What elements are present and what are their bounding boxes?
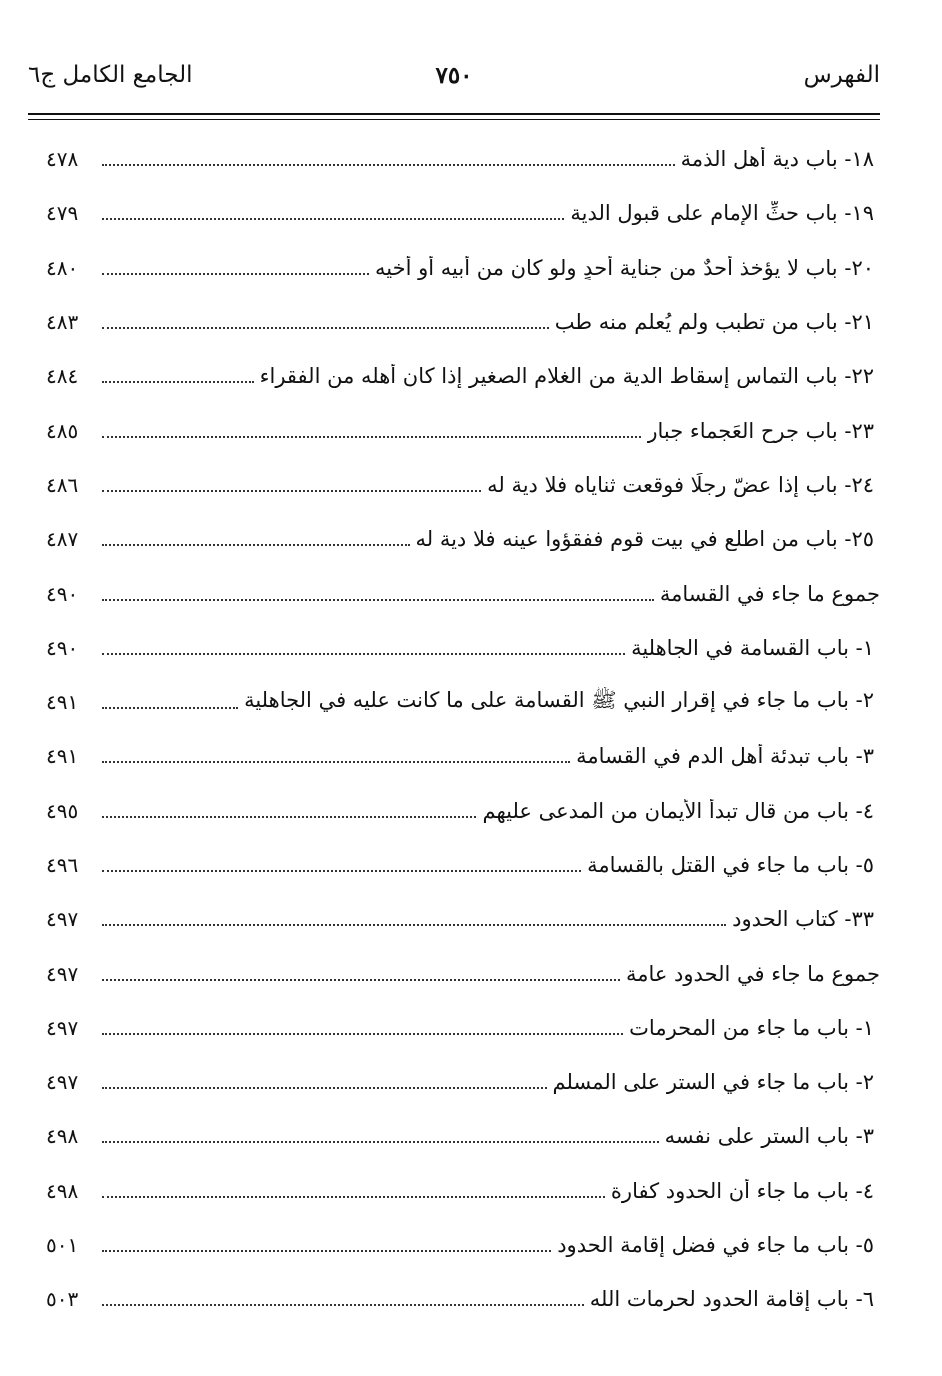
dot-leader <box>102 761 570 763</box>
toc-entry-title: جموع ما جاء في القسامة <box>659 581 880 606</box>
toc-page-number: ٤٧٩ <box>46 201 79 226</box>
toc-entry <box>46 1164 880 1218</box>
toc-section-heading <box>46 566 880 620</box>
toc-entry-title: ٥- باب ما جاء في القتل بالقسامة <box>587 853 874 877</box>
toc-page-number: ٤٨٣ <box>46 310 79 335</box>
dot-leader <box>102 653 625 655</box>
dot-leader <box>102 1196 605 1198</box>
toc-entry <box>46 186 880 240</box>
toc-page-number: ٤٨٦ <box>46 472 79 497</box>
toc-page-number: ٤٩٥ <box>46 798 79 823</box>
toc-entry-title: ٢٢- باب التماس إسقاط الدية من الغلام الصغير إذا كان أهله من الفقراء <box>259 364 874 389</box>
dot-leader <box>102 164 675 166</box>
toc-entry-title: ٤- باب ما جاء أن الحدود كفارة <box>610 1178 874 1203</box>
dot-leader <box>102 979 620 981</box>
dot-leader <box>102 490 481 492</box>
dot-leader <box>102 816 476 818</box>
toc-page-number: ٤٩٧ <box>46 961 79 986</box>
toc-page-number: ٤٨٧ <box>46 527 79 552</box>
section-title: الفهرس <box>803 62 880 88</box>
page-number: ٧٥٠ <box>435 62 473 89</box>
toc-page-number: ٤٩٧ <box>46 1015 79 1040</box>
toc-book-heading <box>46 892 880 946</box>
toc-page-number: ٤٩٧ <box>46 907 79 932</box>
toc-page-number: ٤٧٨ <box>46 147 79 172</box>
toc-entry <box>46 1218 880 1272</box>
toc-page-number: ٤٩٠ <box>46 581 79 606</box>
dot-leader <box>102 1087 547 1089</box>
toc-page-number: ٤٩٨ <box>46 1124 79 1149</box>
toc-page-number: ٤٩١ <box>46 744 79 769</box>
toc-entry <box>46 784 880 838</box>
toc-entry-title: ٤- باب من قال تبدأ الأيمان من المدعى عليهم <box>482 798 874 823</box>
dot-leader <box>102 544 410 546</box>
toc-page-number: ٤٩١ <box>46 690 79 715</box>
toc-entry <box>46 403 880 457</box>
toc-entry <box>46 1055 880 1109</box>
toc-page-number: ٤٩٠ <box>46 635 79 660</box>
header-rule-thin <box>28 119 880 120</box>
toc-entry <box>46 1001 880 1055</box>
toc-page-number: ٤٨٥ <box>46 418 79 443</box>
dot-leader <box>102 924 726 926</box>
toc-page-number: ٤٩٧ <box>46 1070 79 1095</box>
toc-entry-title: ٢- باب ما جاء في إقرار النبي ﷺ القسامة على ما كانت عليه في الجاهلية <box>244 687 874 712</box>
toc-entry-title: ٣٣- كتاب الحدود <box>732 907 874 932</box>
dot-leader <box>102 1141 659 1143</box>
toc-entry-title: ٣- باب تبدئة أهل الدم في القسامة <box>576 744 874 769</box>
toc-entry <box>46 729 880 783</box>
dot-leader <box>102 327 549 329</box>
dot-leader <box>102 273 369 275</box>
dot-leader <box>102 870 581 872</box>
toc-entry-title: ١- باب ما جاء من المحرمات <box>629 1015 874 1040</box>
toc-entry-title: ٥- باب ما جاء في فضل إقامة الحدود <box>557 1233 874 1258</box>
toc-entry-title: ٢- باب ما جاء في الستر على المسلم <box>552 1070 874 1095</box>
toc-entry-title: ٢٥- باب من اطلع في بيت قوم ففقؤوا عينه فلا دية له <box>415 527 874 552</box>
toc-page-number: ٤٨٠ <box>46 255 79 280</box>
dot-leader <box>102 1033 623 1035</box>
dot-leader <box>102 218 564 220</box>
toc-entry-title: ٢١- باب من تطبب ولم يُعلم منه طب <box>554 310 874 335</box>
toc-page-number: ٤٩٨ <box>46 1178 79 1203</box>
toc-entry-title: ٦- باب إقامة الحدود لحرمات الله <box>589 1287 874 1312</box>
dot-leader <box>102 707 238 709</box>
toc-entry <box>46 241 880 295</box>
running-header <box>28 62 880 106</box>
toc-entry-title: ٢٠- باب لا يؤخذ أحدٌ من جناية أحدٍ ولو كان من أبيه أو أخيه <box>375 255 874 280</box>
toc-entry <box>46 458 880 512</box>
toc-entry <box>46 838 880 892</box>
toc-page-number: ٤٨٤ <box>46 364 79 389</box>
toc-page-number: ٥٠٣ <box>46 1287 79 1312</box>
toc-entry-title: ١٨- باب دية أهل الذمة <box>680 147 874 172</box>
toc-entry <box>46 675 880 729</box>
dot-leader <box>102 1304 584 1306</box>
toc-entry <box>46 512 880 566</box>
toc-page-number: ٤٩٦ <box>46 853 79 877</box>
toc-page-number: ٥٠١ <box>46 1233 79 1258</box>
dot-leader <box>102 436 641 438</box>
toc-entry-title: ٢٣- باب جرح العَجماء جبار <box>647 418 874 443</box>
table-of-contents <box>46 132 880 1327</box>
toc-entry <box>46 1272 880 1326</box>
dot-leader <box>102 1250 551 1252</box>
toc-entry <box>46 132 880 186</box>
toc-entry <box>46 621 880 675</box>
toc-entry-title: ٢٤- باب إذا عضّ رجلًا فوقعت ثناياه فلا دية له <box>487 472 874 497</box>
toc-entry-title: ٣- باب الستر على نفسه <box>664 1124 874 1149</box>
book-title: الجامع الكامل ج٦ <box>28 62 193 88</box>
toc-entry <box>46 349 880 403</box>
header-rule <box>28 113 880 115</box>
toc-entry <box>46 295 880 349</box>
toc-entry-title: ١- باب القسامة في الجاهلية <box>631 635 874 660</box>
dot-leader <box>102 599 654 601</box>
toc-entry <box>46 1109 880 1163</box>
toc-entry-title: ١٩- باب حثِّ الإمام على قبول الدية <box>570 201 874 226</box>
dot-leader <box>102 381 254 383</box>
toc-section-heading <box>46 946 880 1000</box>
toc-entry-title: جموع ما جاء في الحدود عامة <box>625 961 880 986</box>
